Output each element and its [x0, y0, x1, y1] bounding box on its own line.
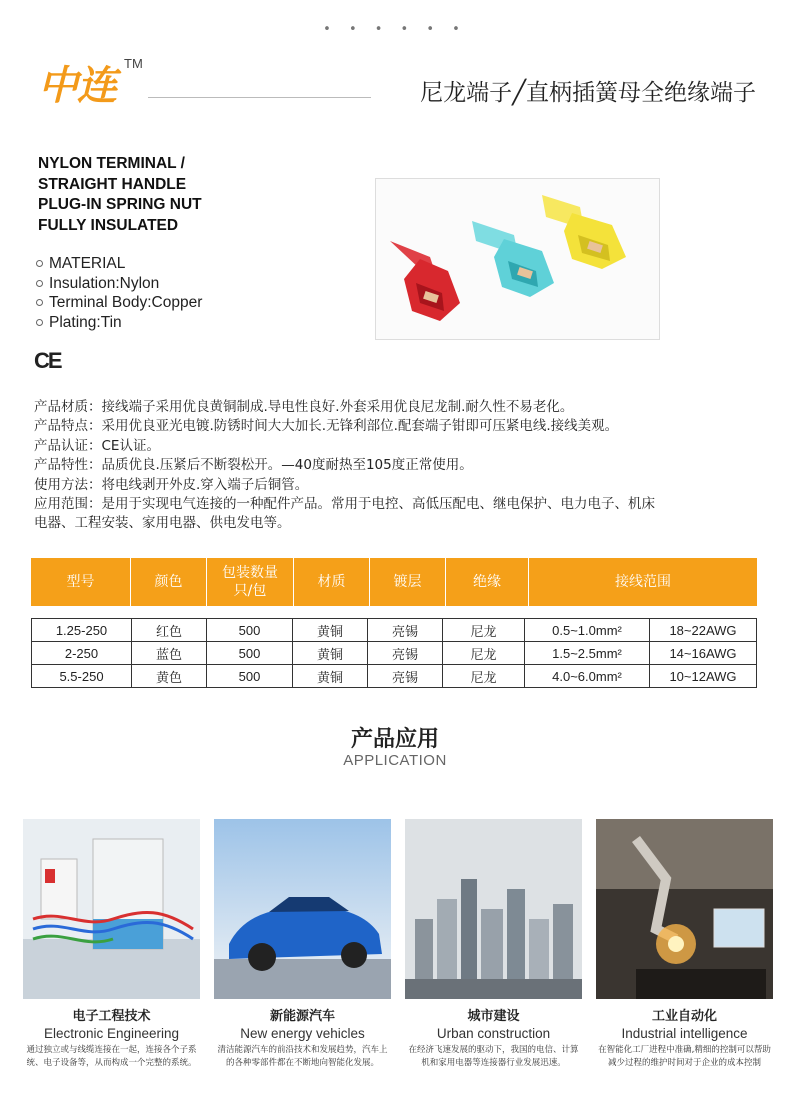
- card-title-en: Electronic Engineering: [43, 1026, 180, 1041]
- card-title-en: Industrial intelligence: [621, 1026, 748, 1041]
- desc-line: 电器、工程安装、家用电器、供电发电等。: [34, 515, 291, 532]
- material-label: Plating:Tin: [49, 313, 122, 331]
- bullet-icon: [36, 260, 43, 267]
- card-text: 清洁能源汽车的前沿技术和发展趋势，汽车上的各种零部件都在不断地向智能化发展。: [217, 1045, 388, 1068]
- product-title-en: [38, 154, 298, 236]
- card-title-en: New energy vehicles: [240, 1026, 365, 1041]
- cell-range-mm: 1.5~2.5mm²: [525, 642, 650, 665]
- table-row: [32, 642, 757, 665]
- cell-model: 1.25-250: [32, 619, 132, 642]
- cell-color: 蓝色: [132, 642, 207, 665]
- desc-line: 产品特性：品质优良.压紧后不断裂松开。—40度耐热至105度正常使用。: [34, 457, 473, 474]
- list-item: [36, 274, 202, 294]
- table-row: [32, 619, 757, 642]
- blue-terminal-icon: [472, 221, 554, 297]
- cell-insulation: 尼龙: [443, 642, 525, 665]
- application-title: 产品应用: [350, 727, 439, 752]
- table-row: [32, 665, 757, 688]
- application-subtitle: APPLICATION: [343, 752, 447, 769]
- cell-plating: 亮锡: [368, 642, 443, 665]
- card-title-en: Urban construction: [436, 1026, 551, 1041]
- cell-plating: 亮锡: [368, 619, 443, 642]
- cell-model: 2-250: [32, 642, 132, 665]
- card-industrial: [596, 819, 773, 1069]
- trademark-mark: TM: [124, 56, 143, 71]
- desc-line: 应用范围：是用于实现电气连接的一种配件产品。常用于电控、高低压配电、继电保护、电力电子、机床: [34, 496, 655, 513]
- cell-qty: 500: [207, 642, 293, 665]
- header-cell: 颜色: [131, 558, 207, 606]
- material-list: [36, 254, 202, 332]
- cell-color: 黄色: [132, 665, 207, 688]
- card-urban: [405, 819, 582, 1069]
- cell-range-awg: 14~16AWG: [650, 642, 757, 665]
- title-line: NYLON TERMINAL /: [38, 155, 185, 172]
- electronic-photo: [23, 819, 200, 999]
- bullet-icon: [36, 280, 43, 287]
- cell-qty: 500: [207, 619, 293, 642]
- industrial-photo: [596, 819, 773, 999]
- cell-material: 黄铜: [293, 619, 368, 642]
- cell-plating: 亮锡: [368, 665, 443, 688]
- bullet-icon: [36, 299, 43, 306]
- card-vehicle: [214, 819, 391, 1069]
- top-dots: • • • • • •: [323, 22, 467, 37]
- header-cell: 型号: [31, 558, 131, 606]
- desc-line: 产品特点：采用优良亚光电镀.防锈时间大大加长.无锋利部位.配套端子钳即可压紧电线.接线美观。: [34, 418, 619, 435]
- header-cell: 材质: [294, 558, 370, 606]
- material-label: Insulation:Nylon: [49, 274, 160, 292]
- cell-range-awg: 18~22AWG: [650, 619, 757, 642]
- material-label: MATERIAL: [49, 255, 126, 272]
- cell-color: 红色: [132, 619, 207, 642]
- list-item: [36, 254, 202, 274]
- cell-range-awg: 10~12AWG: [650, 665, 757, 688]
- card-title-cn: 城市建设: [467, 1009, 520, 1024]
- card-title-cn: 电子工程技术: [72, 1009, 151, 1024]
- material-label: Terminal Body:Copper: [49, 294, 203, 311]
- bullet-icon: [36, 319, 43, 326]
- urban-photo: [405, 819, 582, 999]
- desc-line: 产品认证：CE认证。: [34, 437, 160, 454]
- spec-table-header: [31, 558, 757, 606]
- terminals-illustration: [376, 179, 659, 339]
- product-description: [34, 398, 764, 534]
- cell-range-mm: 4.0~6.0mm²: [525, 665, 650, 688]
- list-item: [36, 313, 202, 333]
- desc-line: 产品材质：接线端子采用优良黄铜制成.导电性良好.外套采用优良尼龙制.耐久性不易老化。: [34, 399, 574, 415]
- cell-insulation: 尼龙: [443, 665, 525, 688]
- cell-range-mm: 0.5~1.0mm²: [525, 619, 650, 642]
- card-electronic: [23, 819, 200, 1069]
- ce-mark-icon: CE: [34, 348, 61, 373]
- header-divider: [148, 97, 371, 98]
- header-cell: 包装数量 只/包: [207, 558, 294, 606]
- title-line: PLUG-IN SPRING NUT: [38, 196, 202, 213]
- cell-model: 5.5-250: [32, 665, 132, 688]
- header-cell: 接线范围: [615, 574, 671, 590]
- vehicle-photo: [214, 819, 391, 999]
- header-cell: 绝缘: [446, 558, 529, 606]
- card-title-cn: 新能源汽车: [269, 1009, 335, 1024]
- cell-material: 黄铜: [293, 642, 368, 665]
- card-text: 在智能化工厂进程中准确,精细的控制可以帮助减少过程的维护时间对于企业的成本控制: [598, 1045, 771, 1068]
- brand-logo: 中连: [38, 63, 116, 109]
- title-line: FULLY INSULATED: [38, 216, 179, 234]
- header-cell: 镀层: [370, 558, 446, 606]
- red-terminal-icon: [390, 241, 460, 321]
- card-title-cn: 工业自动化: [651, 1009, 717, 1024]
- page-title: 尼龙端子╱直柄插簧母全绝缘端子: [420, 80, 756, 106]
- card-text: 在经济飞速发展的驱动下，我国的电信、计算机和家用电器等连接器行业发展迅速。: [408, 1045, 579, 1068]
- desc-line: 使用方法：将电线剥开外皮.穿入端子后铜管。: [34, 476, 309, 493]
- list-item: [36, 293, 202, 313]
- cell-material: 黄铜: [293, 665, 368, 688]
- card-text: 通过独立或与线缆连接在一起，连接各个子系统、电子设备等，从而构成一个完整的系统。: [26, 1045, 197, 1068]
- cell-insulation: 尼龙: [443, 619, 525, 642]
- product-photo: [375, 178, 660, 340]
- spec-table: [31, 618, 757, 688]
- yellow-terminal-icon: [542, 195, 626, 269]
- cell-qty: 500: [207, 665, 293, 688]
- title-line: STRAIGHT HANDLE: [38, 175, 187, 193]
